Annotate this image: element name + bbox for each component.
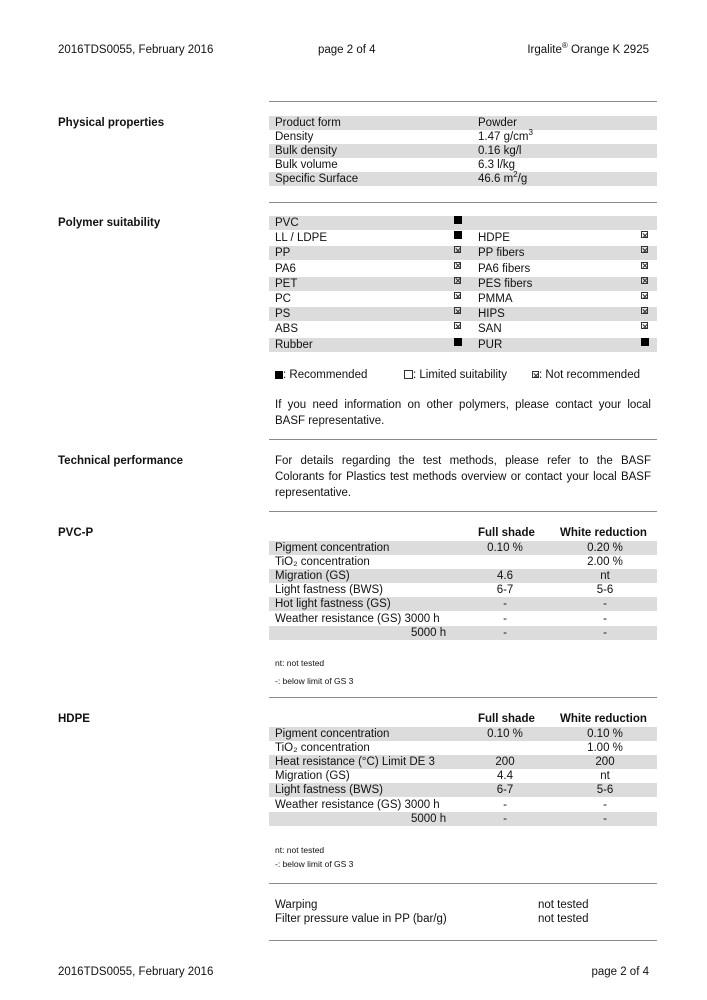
polymer-name: PA6 fibers: [478, 262, 531, 275]
white-reduction-value: nt: [600, 570, 610, 583]
not-recommended-square-icon: [641, 262, 648, 269]
row-label: Hot light fastness (GS): [275, 598, 391, 611]
row-label: TiO₂ concentration: [275, 742, 370, 755]
full-shade-value: 200: [495, 756, 515, 769]
white-reduction-value: 5-6: [596, 584, 614, 597]
not-recommended-square-icon: [641, 277, 648, 284]
polymer-name: PP: [275, 247, 291, 260]
not-recommended-square-icon: [454, 262, 461, 269]
table-row: [269, 583, 657, 597]
not-recommended-square-icon: [641, 292, 648, 299]
header-page-number: page 2 of 4: [318, 44, 376, 56]
polymer-name: PP fibers: [478, 247, 525, 260]
polymer-name: PMMA: [478, 293, 513, 305]
row-label: TiO₂ concentration: [275, 556, 370, 569]
full-shade-value: 0.10 %: [487, 728, 523, 740]
full-shade-value: -: [503, 612, 507, 625]
full-shade-value: 4.4: [497, 770, 513, 783]
recommended-square-icon: [641, 338, 649, 346]
full-shade-value: 6-7: [496, 584, 514, 597]
row-label: Heat resistance (°C) Limit DE 3: [275, 756, 435, 769]
row-label: Weather resistance (GS) 3000 h: [275, 798, 440, 811]
recommended-square-icon: [454, 216, 462, 224]
white-reduction-value: 200: [595, 756, 615, 769]
misc-label-warping: Warping: [275, 899, 318, 911]
table-row: [269, 783, 657, 797]
table-row: [269, 262, 657, 276]
not-recommended-square-icon: [454, 292, 461, 299]
row-label: 5000 h: [411, 812, 447, 825]
section-title-technical: Technical performance: [58, 455, 184, 467]
table-row: [269, 216, 657, 230]
hdpe-note-limit: -: below limit of GS 3: [275, 859, 354, 869]
misc-value-warping: not tested: [538, 899, 589, 911]
full-shade-value: -: [503, 626, 507, 639]
technical-text: For details regarding the test methods, please refer to the BASF Colorants for Plastics test methods overview or contact your local BASF representative.: [275, 455, 651, 499]
recommended-square-icon: [454, 231, 462, 239]
polymer-name: LL / LDPE: [275, 232, 327, 245]
table-row: [269, 555, 657, 569]
legend-recommended: : Recommended: [275, 369, 367, 381]
table-row: [269, 741, 657, 755]
polymer-note: If you need information on other polymers, please contact your local BASF representative.: [275, 399, 651, 427]
pvcp-note-limit: -: below limit of GS 3: [275, 676, 354, 686]
table-row: [269, 612, 657, 626]
white-reduction-value: -: [603, 612, 607, 625]
full-shade-value: -: [503, 812, 507, 825]
divider: [269, 202, 657, 203]
polymer-name: PS: [275, 308, 291, 321]
divider: [269, 940, 657, 941]
legend-limited: : Limited suitability: [404, 369, 507, 381]
column-header-white-reduction: White reduction: [560, 713, 647, 725]
not-recommended-square-icon: [641, 231, 648, 238]
polymer-name: PUR: [478, 338, 503, 351]
table-row: [269, 338, 657, 352]
row-label: Light fastness (BWS): [275, 584, 384, 597]
white-reduction-value: 2.00 %: [587, 556, 623, 569]
full-shade-value: 4.6: [497, 570, 513, 583]
table-row: [269, 231, 657, 245]
table-row: Bulk volume 6.3 l/kg: [275, 159, 516, 171]
not-recommended-square-icon: [454, 277, 461, 284]
column-header-white-reduction: White reduction: [560, 527, 647, 539]
limited-square-icon: [404, 370, 413, 379]
misc-label-filter-pressure: Filter pressure value in PP (bar/g): [275, 913, 447, 925]
table-row: [269, 307, 657, 321]
divider: [269, 511, 657, 512]
table-row: [269, 322, 657, 336]
table-row: [269, 597, 657, 611]
polymer-name: PVC: [275, 217, 299, 229]
legend-not-recommended: : Not recommended: [532, 369, 640, 381]
table-row: Specific Surface 46.6 $m^2/g$: [269, 172, 657, 186]
full-shade-value: -: [503, 598, 507, 611]
row-label: Migration (GS): [275, 570, 350, 583]
table-row: [269, 569, 657, 583]
white-reduction-value: -: [603, 626, 607, 639]
footer-doc-id: 2016TDS0055, February 2016: [58, 966, 214, 978]
recommended-square-icon: [454, 338, 462, 346]
section-title-polymer: Polymer suitability: [58, 217, 161, 229]
row-label: Migration (GS): [275, 770, 350, 783]
table-row: [269, 626, 657, 640]
not-recommended-square-icon: [454, 307, 461, 314]
polymer-name: HDPE: [478, 232, 510, 245]
table-row: [269, 727, 657, 741]
polymer-name: PC: [275, 293, 291, 305]
divider: [269, 439, 657, 440]
row-label: Pigment concentration: [275, 728, 390, 740]
section-title-pvcp: PVC-P: [58, 527, 94, 539]
table-row: [269, 246, 657, 260]
not-recommended-square-icon: [454, 322, 461, 329]
row-label: Weather resistance (GS) 3000 h: [275, 612, 440, 625]
table-row: [269, 277, 657, 291]
polymer-name: Rubber: [275, 338, 313, 351]
white-reduction-value: 0.20 %: [587, 542, 623, 554]
table-row: Bulk density 0.16 kg/l: [269, 144, 657, 158]
column-header-full-shade: Full shade: [478, 527, 535, 539]
white-reduction-value: -: [603, 798, 607, 811]
table-row: Density 1.47 $g/cm^3$: [275, 128, 533, 143]
header-doc-id: 2016TDS0055, February 2016: [58, 44, 214, 56]
polymer-name: PET: [275, 277, 298, 290]
divider: [269, 883, 657, 884]
not-recommended-square-icon: [454, 246, 461, 253]
full-shade-value: -: [503, 798, 507, 811]
footer-page-number: page 2 of 4: [591, 966, 649, 978]
table-row: [269, 292, 657, 306]
white-reduction-value: 1.00 %: [587, 742, 623, 755]
white-reduction-value: 5-6: [596, 784, 614, 797]
not-recommended-square-icon: [641, 322, 648, 329]
section-title-physical: Physical properties: [58, 117, 165, 129]
recommended-square-icon: [275, 371, 283, 379]
white-reduction-value: nt: [600, 770, 610, 783]
row-label: 5000 h: [411, 626, 447, 639]
divider: [269, 101, 657, 102]
misc-value-filter-pressure: not tested: [538, 913, 589, 925]
polymer-name: PES fibers: [478, 277, 533, 290]
row-label: Light fastness (BWS): [275, 784, 384, 797]
not-recommended-square-icon: [641, 246, 648, 253]
hdpe-note-nt: nt: not tested: [275, 845, 325, 855]
table-row: Product form Powder: [269, 116, 657, 130]
full-shade-value: 0.10 %: [487, 542, 523, 554]
polymer-name: HIPS: [478, 308, 505, 321]
not-recommended-square-icon: [532, 371, 539, 378]
full-shade-value: 6-7: [496, 784, 514, 797]
table-row: [269, 769, 657, 783]
header-product-name: Irgalite® Orange K 2925: [527, 41, 649, 56]
pvcp-note-nt: nt: not tested: [275, 658, 325, 668]
divider: [269, 697, 657, 698]
white-reduction-value: 0.10 %: [587, 728, 623, 740]
white-reduction-value: -: [603, 812, 607, 825]
table-row: [269, 755, 657, 769]
polymer-name: PA6: [275, 262, 296, 275]
section-title-hdpe: HDPE: [58, 713, 90, 725]
polymer-name: SAN: [478, 323, 502, 336]
table-row: [269, 812, 657, 826]
polymer-name: ABS: [275, 323, 299, 336]
table-row: [269, 541, 657, 555]
table-row: [269, 798, 657, 812]
white-reduction-value: -: [603, 598, 607, 611]
column-header-full-shade: Full shade: [478, 713, 535, 725]
row-label: Pigment concentration: [275, 542, 390, 554]
not-recommended-square-icon: [641, 307, 648, 314]
